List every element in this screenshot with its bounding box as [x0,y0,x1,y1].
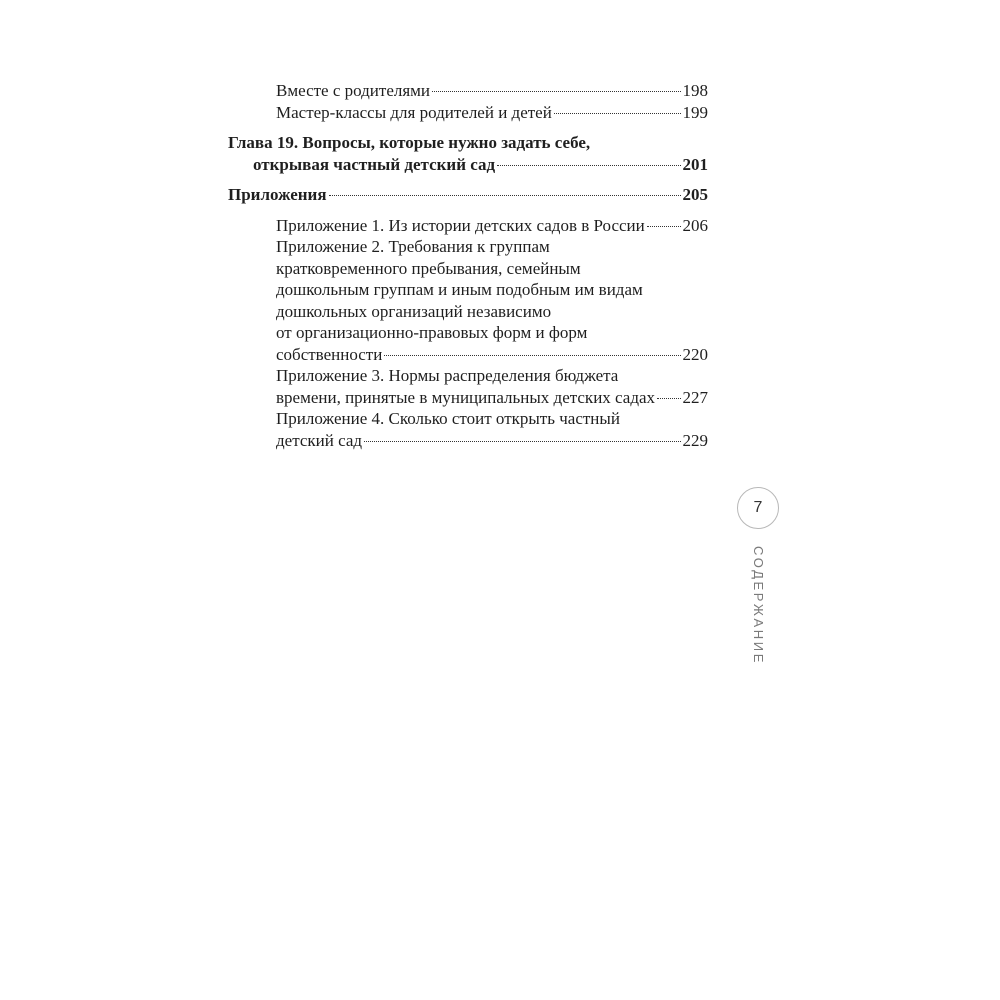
dot-leader [432,91,680,92]
toc-entry-leader-line [276,102,708,124]
toc-page-number: 201 [682,154,708,174]
toc-entry-title: Приложение 1. Из истории детских садов в России [276,215,645,235]
dot-leader [329,195,681,196]
toc-entry-title: Приложения [228,185,327,204]
toc-entry-title: детский сад [276,430,363,450]
toc-page-number: 198 [682,81,708,100]
toc-entry-leader-line [276,80,708,102]
toc-entry [228,102,708,124]
toc-entry-title-line: Приложение 2. Требования к группам [276,237,550,256]
toc-page-number: 229 [682,430,708,450]
toc-entry-title-line: Приложение 3. Нормы распределения бюджета [276,366,619,385]
toc-page-number: 206 [682,215,708,235]
toc-page-number: 220 [682,344,708,364]
section-label: СОДЕРЖАНИЕ [751,546,766,666]
toc-entry-title: Вместе с родителями [276,81,431,100]
toc-chapter-entry [228,132,708,175]
toc-entry-title-line: Глава 19. Вопросы, которые нужно задать себе, [228,133,591,152]
toc-entry-title-line: кратковременного пребывания, семейным [276,258,581,278]
toc-entry-leader-line [276,430,708,452]
table-of-contents [228,80,708,451]
dot-leader [497,165,680,166]
toc-entry-title-line: дошкольных организаций независимо [276,301,552,321]
toc-chapter-entry [228,184,708,206]
toc-entry [228,80,708,102]
toc-entry-title: открывая частный детский сад [253,154,496,174]
toc-entry-title: времени, принятые в муниципальных детских садах [276,387,656,407]
toc-entry-title-line: Приложение 4. Сколько стоит открыть частный [276,409,620,428]
toc-entry-leader-line [228,154,708,176]
toc-entry-leader-line [228,184,708,206]
toc-entry-title-line: дошкольным группам и иным подобным им видам [276,280,643,299]
toc-entry-leader-line [276,344,708,366]
toc-page-number: 205 [682,185,708,204]
dot-leader [384,355,680,356]
dot-leader [364,441,680,442]
toc-entry-title: Мастер-классы для родителей и детей [276,102,552,122]
toc-entry-leader-line [276,215,708,237]
dot-leader [647,226,681,227]
dot-leader [554,113,681,114]
toc-entry [228,365,708,408]
toc-page-number: 199 [682,102,708,122]
toc-entry-title-line: от организационно-правовых форм и форм [276,323,588,342]
dot-leader [657,398,680,399]
toc-entry [228,236,708,365]
page-number: 7 [753,499,763,516]
toc-page-number: 227 [682,387,708,407]
toc-entry-leader-line [276,387,708,409]
toc-entry [228,408,708,451]
toc-entry-title: собственности [276,344,383,364]
toc-entry [228,215,708,237]
page-number-badge [737,487,779,529]
